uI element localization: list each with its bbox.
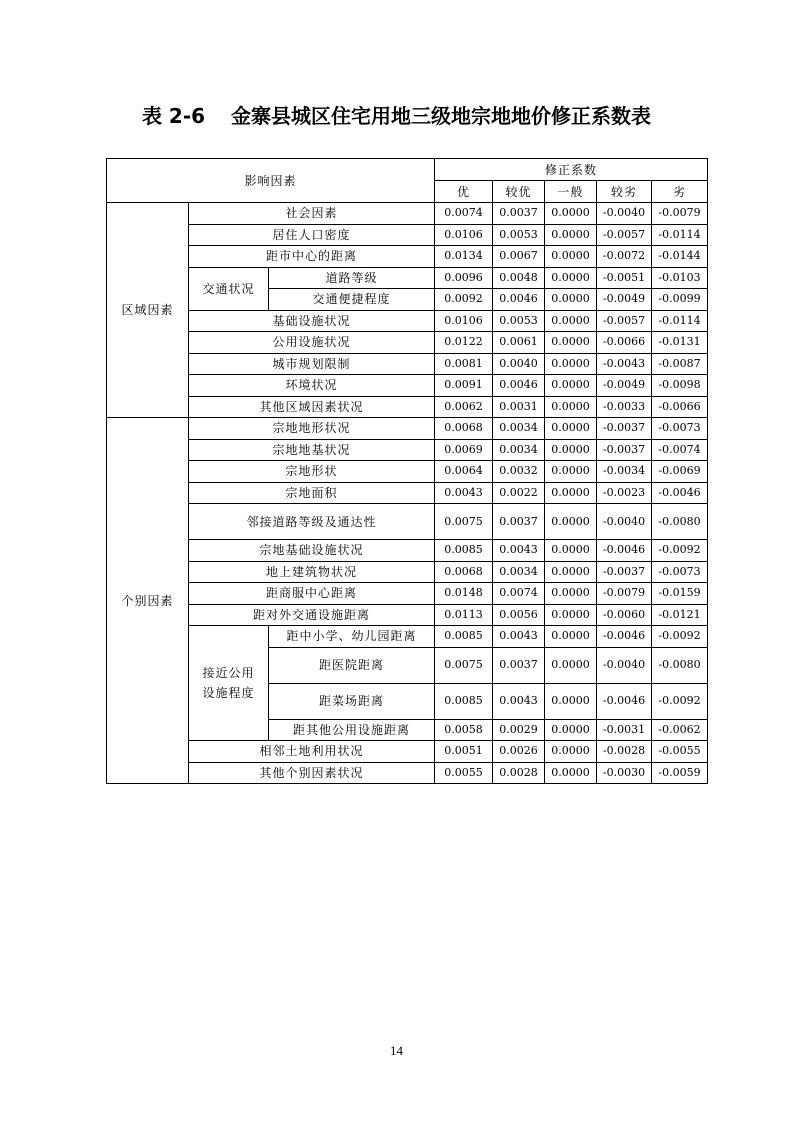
table-number: 表 2-6 — [141, 104, 206, 128]
coef-value: 0.0000 — [545, 683, 597, 719]
table-body — [107, 159, 708, 784]
coef-value: -0.0037 — [597, 439, 652, 461]
factor-label: 宗地基础设施状况 — [189, 540, 435, 562]
coef-value: 0.0056 — [493, 604, 545, 626]
coef-value: -0.0051 — [597, 267, 652, 289]
factor-label: 宗地地基状况 — [189, 439, 435, 461]
coef-value: 0.0037 — [493, 647, 545, 683]
table-row — [107, 246, 708, 268]
coef-value: -0.0092 — [652, 540, 708, 562]
table-row — [107, 439, 708, 461]
table-row — [107, 353, 708, 375]
table-row — [107, 203, 708, 225]
coef-value: 0.0046 — [493, 289, 545, 311]
coef-value: 0.0092 — [435, 289, 493, 311]
table-row — [107, 540, 708, 562]
coef-value: 0.0106 — [435, 310, 493, 332]
factor-label: 距医院距离 — [269, 647, 435, 683]
factor-label: 距中小学、幼儿园距离 — [269, 626, 435, 648]
coef-value: -0.0049 — [597, 375, 652, 397]
coef-value: 0.0048 — [493, 267, 545, 289]
table-row — [107, 504, 708, 540]
factor-label: 距市中心的距离 — [189, 246, 435, 268]
coef-value: -0.0103 — [652, 267, 708, 289]
coef-value: 0.0091 — [435, 375, 493, 397]
factor-label: 交通便捷程度 — [269, 289, 435, 311]
factor-label: 环境状况 — [189, 375, 435, 397]
coef-value: -0.0028 — [597, 741, 652, 763]
table-caption: 金寨县城区住宅用地三级地宗地地价修正系数表 — [231, 104, 652, 128]
factor-label: 城市规划限制 — [189, 353, 435, 375]
coef-value: 0.0000 — [545, 461, 597, 483]
coef-value: 0.0043 — [493, 626, 545, 648]
coef-value: 0.0061 — [493, 332, 545, 354]
coef-value: 0.0000 — [545, 418, 597, 440]
coef-value: 0.0000 — [545, 267, 597, 289]
coef-value: -0.0046 — [652, 482, 708, 504]
coef-value: -0.0046 — [597, 683, 652, 719]
coef-value: 0.0032 — [493, 461, 545, 483]
coef-value: 0.0000 — [545, 561, 597, 583]
coef-value: 0.0067 — [493, 246, 545, 268]
group-cell-individual: 个别因素 — [107, 418, 189, 784]
coef-value: 0.0000 — [545, 540, 597, 562]
table-row — [107, 604, 708, 626]
coef-value: 0.0148 — [435, 583, 493, 605]
coef-value: -0.0040 — [597, 647, 652, 683]
coef-value: 0.0053 — [493, 224, 545, 246]
factor-label: 宗地面积 — [189, 482, 435, 504]
factor-label: 道路等级 — [269, 267, 435, 289]
factor-label: 距菜场距离 — [269, 683, 435, 719]
coef-value: -0.0059 — [652, 762, 708, 784]
level-header: 一般 — [545, 181, 597, 203]
coef-value: 0.0068 — [435, 561, 493, 583]
coef-value: 0.0040 — [493, 353, 545, 375]
coef-value: 0.0113 — [435, 604, 493, 626]
coef-value: 0.0055 — [435, 762, 493, 784]
coef-value: -0.0043 — [597, 353, 652, 375]
coef-value: 0.0000 — [545, 396, 597, 418]
factor-label: 基础设施状况 — [189, 310, 435, 332]
coef-value: -0.0098 — [652, 375, 708, 397]
factor-label: 地上建筑物状况 — [189, 561, 435, 583]
level-header: 较劣 — [597, 181, 652, 203]
coef-value: 0.0000 — [545, 604, 597, 626]
coef-value: 0.0096 — [435, 267, 493, 289]
coef-value: -0.0062 — [652, 719, 708, 741]
factor-label: 宗地形状 — [189, 461, 435, 483]
coef-value: -0.0055 — [652, 741, 708, 763]
factor-label: 其他区域因素状况 — [189, 396, 435, 418]
coef-value: 0.0043 — [493, 540, 545, 562]
coef-value: -0.0030 — [597, 762, 652, 784]
coef-value: 0.0000 — [545, 332, 597, 354]
coef-value: 0.0037 — [493, 504, 545, 540]
table-row — [107, 310, 708, 332]
factor-label: 社会因素 — [189, 203, 435, 225]
level-header: 劣 — [652, 181, 708, 203]
coef-value: 0.0000 — [545, 289, 597, 311]
coef-value: 0.0085 — [435, 626, 493, 648]
factor-label: 邻接道路等级及通达性 — [189, 504, 435, 540]
coef-value: -0.0087 — [652, 353, 708, 375]
coef-value: -0.0080 — [652, 647, 708, 683]
table-row — [107, 583, 708, 605]
coef-value: -0.0060 — [597, 604, 652, 626]
coef-value: -0.0034 — [597, 461, 652, 483]
correction-coefficient-table — [106, 158, 708, 784]
coef-value: -0.0074 — [652, 439, 708, 461]
coef-value: -0.0073 — [652, 418, 708, 440]
table-row — [107, 461, 708, 483]
table-row — [107, 762, 708, 784]
coef-value: -0.0159 — [652, 583, 708, 605]
coef-value: 0.0000 — [545, 583, 597, 605]
coef-value: 0.0074 — [493, 583, 545, 605]
coef-value: -0.0057 — [597, 224, 652, 246]
coef-value: 0.0037 — [493, 203, 545, 225]
level-header: 优 — [435, 181, 493, 203]
coef-value: -0.0046 — [597, 626, 652, 648]
coef-value: -0.0046 — [597, 540, 652, 562]
coef-value: -0.0073 — [652, 561, 708, 583]
factor-label: 距商服中心距离 — [189, 583, 435, 605]
coef-value: 0.0031 — [493, 396, 545, 418]
coef-value: -0.0040 — [597, 203, 652, 225]
coef-value: -0.0037 — [597, 561, 652, 583]
factor-label: 距对外交通设施距离 — [189, 604, 435, 626]
table-row — [107, 482, 708, 504]
coef-value: 0.0043 — [435, 482, 493, 504]
coef-value: 0.0022 — [493, 482, 545, 504]
coef-value: 0.0075 — [435, 504, 493, 540]
factor-label: 公用设施状况 — [189, 332, 435, 354]
coef-value: -0.0079 — [597, 583, 652, 605]
factor-label: 居住人口密度 — [189, 224, 435, 246]
coef-value: 0.0062 — [435, 396, 493, 418]
coef-value: -0.0072 — [597, 246, 652, 268]
level-header: 较优 — [493, 181, 545, 203]
coef-value: 0.0069 — [435, 439, 493, 461]
coef-value: -0.0040 — [597, 504, 652, 540]
coef-value: -0.0031 — [597, 719, 652, 741]
coef-value: 0.0051 — [435, 741, 493, 763]
coef-value: -0.0033 — [597, 396, 652, 418]
coef-value: -0.0114 — [652, 224, 708, 246]
table-row — [107, 396, 708, 418]
coef-value: -0.0069 — [652, 461, 708, 483]
coef-value: 0.0000 — [545, 353, 597, 375]
coef-value: 0.0028 — [493, 762, 545, 784]
factor-label: 相邻土地利用状况 — [189, 741, 435, 763]
table-row — [107, 626, 708, 648]
subgroup-cell-traffic: 交通状况 — [189, 267, 269, 310]
table-row — [107, 375, 708, 397]
coef-value: 0.0034 — [493, 439, 545, 461]
coef-value: 0.0085 — [435, 683, 493, 719]
coef-value: -0.0079 — [652, 203, 708, 225]
coef-value: 0.0000 — [545, 647, 597, 683]
coef-value: -0.0144 — [652, 246, 708, 268]
table-title — [0, 100, 793, 129]
header-row — [107, 159, 708, 181]
coef-value: -0.0037 — [597, 418, 652, 440]
coef-value: 0.0000 — [545, 504, 597, 540]
coef-value: -0.0121 — [652, 604, 708, 626]
coef-value: 0.0075 — [435, 647, 493, 683]
coef-value: 0.0058 — [435, 719, 493, 741]
group-cell-regional: 区域因素 — [107, 203, 189, 418]
factor-header: 影响因素 — [107, 159, 435, 203]
table-row — [107, 418, 708, 440]
coef-value: 0.0106 — [435, 224, 493, 246]
coef-value: 0.0068 — [435, 418, 493, 440]
coef-value: -0.0057 — [597, 310, 652, 332]
coef-header: 修正系数 — [435, 159, 708, 181]
coef-value: 0.0134 — [435, 246, 493, 268]
coef-value: 0.0000 — [545, 375, 597, 397]
coef-value: 0.0074 — [435, 203, 493, 225]
coef-value: 0.0000 — [545, 439, 597, 461]
coef-value: 0.0000 — [545, 626, 597, 648]
coef-value: -0.0092 — [652, 626, 708, 648]
subgroup-cell-public: 接近公用设施程度 — [189, 626, 269, 741]
coef-value: -0.0114 — [652, 310, 708, 332]
coef-value: 0.0000 — [545, 762, 597, 784]
coef-value: 0.0026 — [493, 741, 545, 763]
coef-value: -0.0131 — [652, 332, 708, 354]
coef-value: -0.0066 — [652, 396, 708, 418]
coef-value: 0.0000 — [545, 246, 597, 268]
coef-value: -0.0099 — [652, 289, 708, 311]
table-row — [107, 224, 708, 246]
coef-value: 0.0029 — [493, 719, 545, 741]
coef-value: -0.0080 — [652, 504, 708, 540]
coef-value: 0.0053 — [493, 310, 545, 332]
coef-value: 0.0046 — [493, 375, 545, 397]
table-row — [107, 741, 708, 763]
coef-value: -0.0092 — [652, 683, 708, 719]
coef-value: 0.0000 — [545, 719, 597, 741]
table-row — [107, 267, 708, 289]
coef-value: -0.0066 — [597, 332, 652, 354]
coef-value: 0.0064 — [435, 461, 493, 483]
coef-value: 0.0000 — [545, 741, 597, 763]
coef-value: 0.0034 — [493, 418, 545, 440]
factor-label: 距其他公用设施距离 — [269, 719, 435, 741]
page-number: 14 — [390, 1043, 403, 1058]
factor-label: 宗地地形状况 — [189, 418, 435, 440]
coef-value: 0.0000 — [545, 203, 597, 225]
coef-value: 0.0000 — [545, 310, 597, 332]
coef-value: -0.0023 — [597, 482, 652, 504]
coef-value: 0.0081 — [435, 353, 493, 375]
table-row — [107, 561, 708, 583]
coef-value: 0.0000 — [545, 482, 597, 504]
coef-value: 0.0085 — [435, 540, 493, 562]
coef-value: 0.0000 — [545, 224, 597, 246]
coef-value: 0.0043 — [493, 683, 545, 719]
coef-value: -0.0049 — [597, 289, 652, 311]
coef-value: 0.0034 — [493, 561, 545, 583]
factor-label: 其他个别因素状况 — [189, 762, 435, 784]
table-row — [107, 332, 708, 354]
coef-value: 0.0122 — [435, 332, 493, 354]
